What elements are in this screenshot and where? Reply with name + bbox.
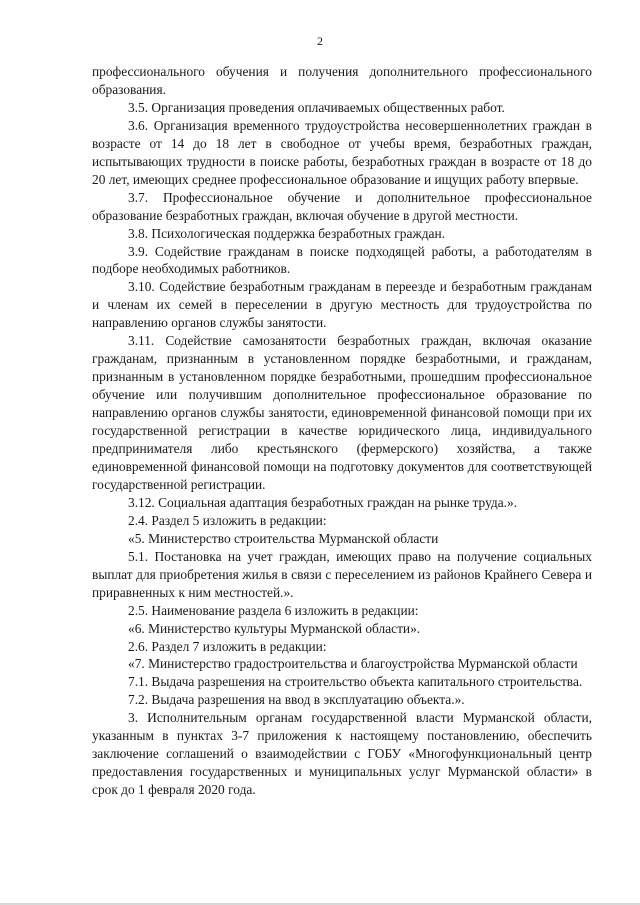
paragraph: 3.9. Содействие гражданам в поиске подходящей работы, а работодателям в подборе необходимых работников. bbox=[92, 243, 592, 277]
paragraph: 7.2. Выдача разрешения на ввод в эксплуатацию объекта.». bbox=[128, 692, 465, 708]
paragraph: профессионального обучения и получения дополнительного профессионального образования. bbox=[92, 64, 592, 97]
paragraph: 3.12. Социальная адаптация безработных граждан на рынке труда.». bbox=[128, 494, 518, 510]
paragraph: «6. Министерство культуры Мурманской области». bbox=[128, 620, 421, 636]
paragraph: 3.7. Профессиональное обучение и дополнительное профессиональное образование безработных граждан, включая обучение в другой местности. bbox=[92, 189, 592, 223]
paragraph: 7.1. Выдача разрешения на строительство объекта капитального строительства. bbox=[128, 674, 583, 690]
paragraph: «7. Министерство градостроительства и благоустройства Мурманской области bbox=[128, 656, 578, 672]
document-body bbox=[92, 63, 592, 799]
paragraph: 5.1. Постановка на учет граждан, имеющих право на получение социальных выплат для приобретения жилья в связи с переселением из районов Крайнего Севера и приравненных к ним местностей.». bbox=[92, 548, 592, 600]
paragraph: 3.5. Организация проведения оплачиваемых общественных работ. bbox=[128, 99, 505, 115]
paragraph: 3.11. Содействие самозанятости безработных граждан, включая оказание гражданам, признанным в установленном порядке безработными, и гражданам, признанным в установленном порядке безработными, прошедшим профессиональное обучение или получившим дополнительное профессиональное образование по направлению органов службы занятости, единовременной финансовой помощи при их государственной регистрации в качестве юридического лица, индивидуального предпринимателя либо крестьянского (фермерского) хозяйства, а также единовременной финансовой помощи на подготовку документов для соответствующей государственной регистрации. bbox=[92, 333, 592, 492]
paragraph: «5. Министерство строительства Мурманской области bbox=[128, 530, 439, 546]
paragraph: 3.6. Организация временного трудоустройства несовершеннолетних граждан в возрасте от 14 до 18 лет в свободное от учебы время, безработных граждан, испытывающих трудности в поиске работы, безработных граждан в возрасте от 18 до 20 лет, имеющих среднее профессиональное образование и ищущих работу впервые. bbox=[92, 117, 592, 187]
paragraph: 2.6. Раздел 7 изложить в редакции: bbox=[128, 638, 327, 654]
paragraph: 3. Исполнительным органам государственной власти Мурманской области, указанным в пунктах 3-7 приложения к настоящему постановлению, обеспечить заключение соглашений о взаимодействии с ГОБУ «Многофункциональный центр предоставления государственных и муниципальных услуг Мурманской области» в срок до 1 февраля 2020 года. bbox=[92, 710, 592, 798]
page-number: 2 bbox=[317, 34, 323, 48]
paragraph: 2.4. Раздел 5 изложить в редакции: bbox=[128, 512, 327, 528]
paragraph: 3.8. Психологическая поддержка безработных граждан. bbox=[128, 225, 445, 241]
paragraph: 3.10. Содействие безработным гражданам в переезде и безработным гражданам и членам их семей в переселении в другую местность для трудоустройства по направлению органов службы занятости. bbox=[92, 279, 592, 331]
paragraph: 2.5. Наименование раздела 6 изложить в редакции: bbox=[128, 602, 419, 618]
